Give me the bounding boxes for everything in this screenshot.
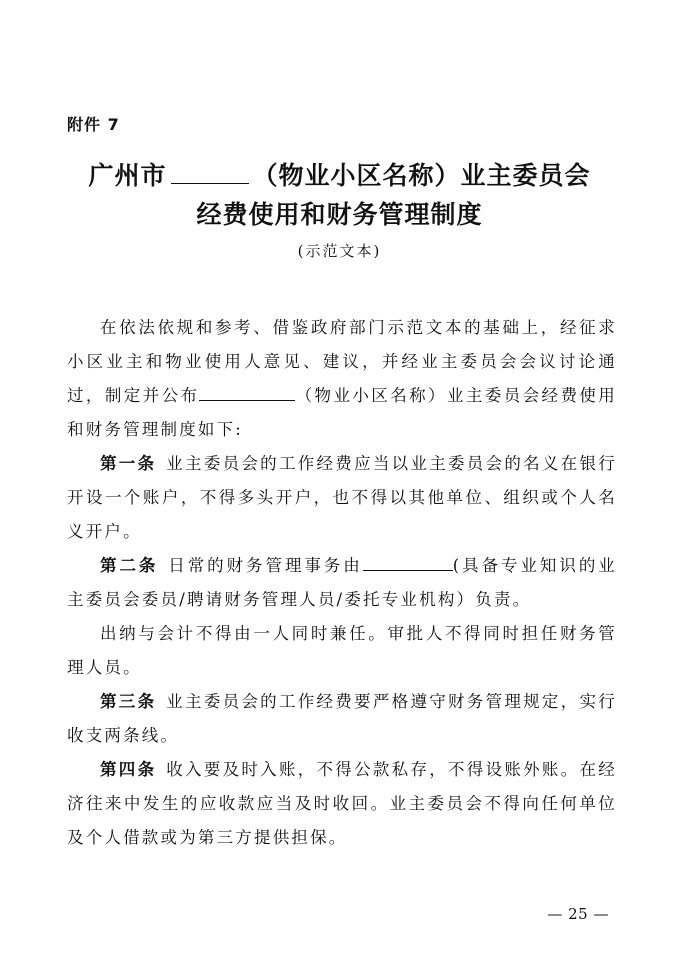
article-heading: 第一条 xyxy=(100,454,157,473)
article-text: 业主委员会的工作经费要严格遵守财务管理规定，实行收支两条线。 xyxy=(67,692,617,745)
article-heading: 第四条 xyxy=(100,760,157,779)
title-prefix: 广州市 xyxy=(88,161,167,190)
page-number: — 25 — xyxy=(547,905,609,923)
article-text: 业主委员会的工作经费应当以业主委员会的名义在银行开设一个账户，不得多头开户，也不得以其他单位、组织或个人名义开户。 xyxy=(67,454,617,541)
article-2-paragraph-2: 出纳与会计不得由一人同时兼任。审批人不得同时担任财务管理人员。 xyxy=(67,624,617,677)
article-2 xyxy=(67,549,617,617)
article-text: 收入要及时入账，不得公款私存，不得设账外账。在经济往来中发生的应收款应当及时收回。业主委员会不得向任何单位及个人借款或为第三方提供担保。 xyxy=(67,760,617,847)
article-text-1: 日常的财务管理事务由 xyxy=(168,556,363,575)
intro-text-1: 在依法依规和参考、借鉴政府部门示范文本的基础上，经征求小区业主和物业使用人意见、建议，并经业主委员会会议讨论通过，制定并公布 xyxy=(67,318,617,405)
document-title-line-2: 经费使用和财务管理制度 xyxy=(196,200,483,229)
article-1 xyxy=(67,447,617,549)
title-blank-line xyxy=(171,161,249,184)
title-suffix: （物业小区名称）业主委员会 xyxy=(252,161,591,190)
article-text-2: (具备专业知识的业主委员会委员/聘请财务管理人员/委托专业机构）负责。 xyxy=(67,556,617,609)
article-heading: 第三条 xyxy=(100,692,157,711)
intro-text-2: （物业小区名称）业主委员会经费使用和财务管理制度如下: xyxy=(67,386,617,439)
intro-paragraph xyxy=(67,311,617,447)
fill-in-blank xyxy=(199,384,295,401)
document-body xyxy=(67,311,617,855)
attachment-label: 附件 7 xyxy=(67,115,120,134)
document-subtitle: (示范文本) xyxy=(297,242,382,260)
fill-in-blank xyxy=(363,554,453,571)
article-heading: 第二条 xyxy=(100,556,159,575)
document-title-line-1 xyxy=(0,160,679,192)
article-4 xyxy=(67,753,617,855)
article-3 xyxy=(67,685,617,753)
